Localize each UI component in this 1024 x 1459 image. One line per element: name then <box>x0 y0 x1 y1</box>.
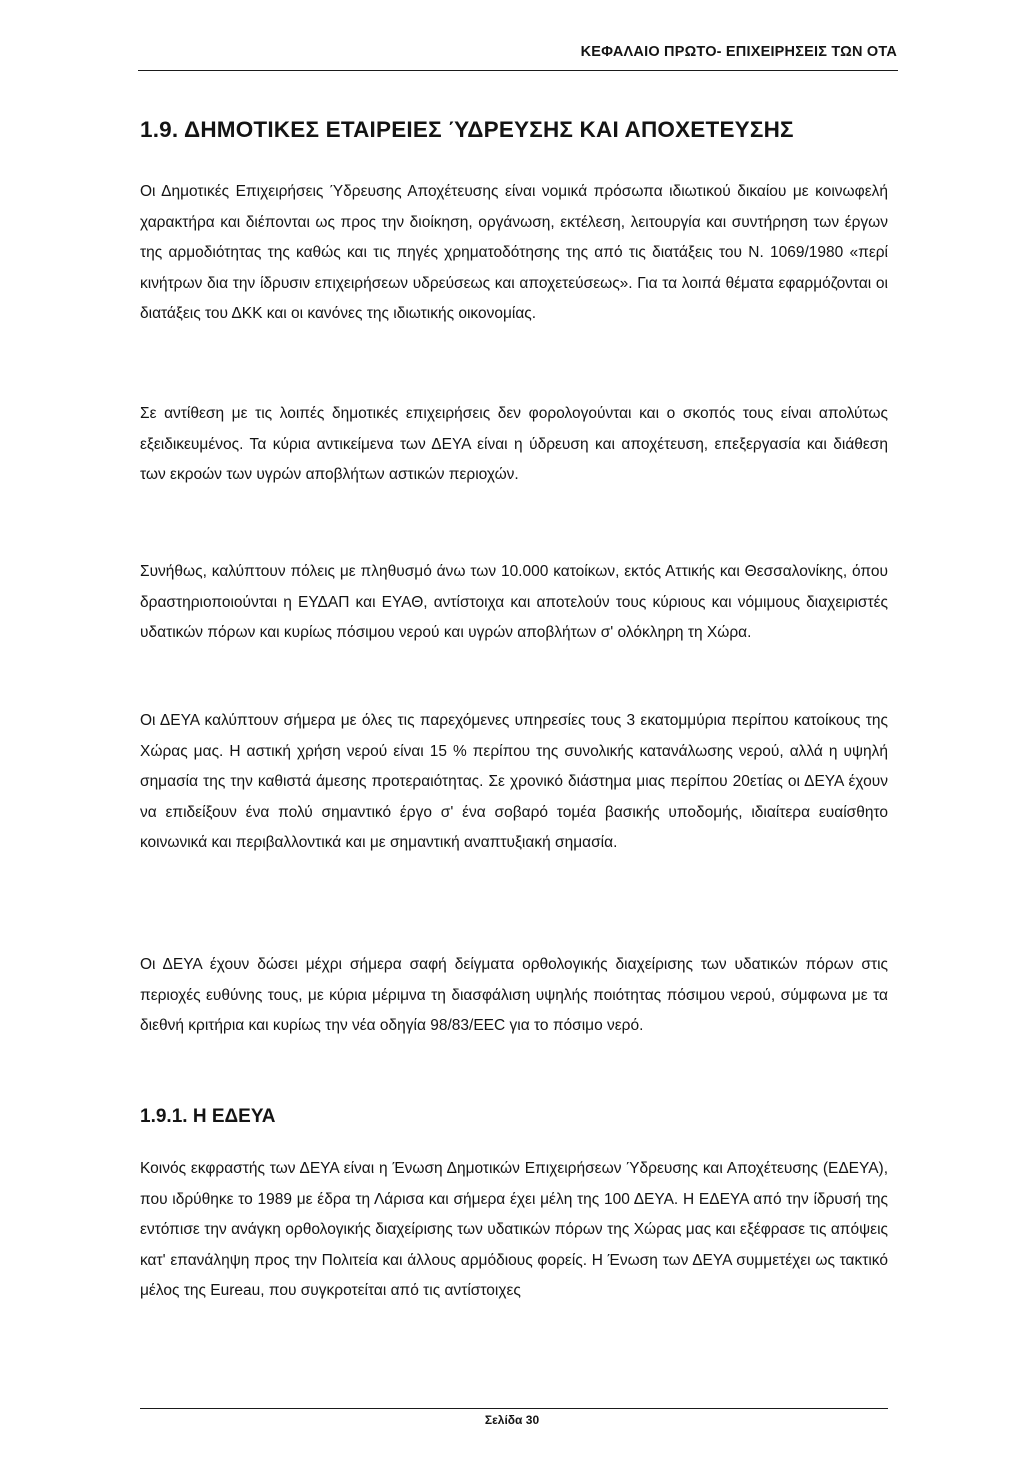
footer-rule <box>140 1408 888 1409</box>
section-body <box>140 177 888 330</box>
paragraph: Οι ΔΕΥΑ καλύπτουν σήμερα με όλες τις παρεχόμενες υπηρεσίες τους 3 εκατομμύρια περίπου κατοίκους της Χώρας μας. Η αστική χρήση νερού είναι 15 % περίπου της συνολικής κατανάλωσης νερού, αλλά η υψηλή σημασία της την καθιστά άμεσης προτεραιότητας. Σε χρονικό διάστημα μιας περίπου 20ετίας οι ΔΕΥΑ έχουν να επιδείξουν ένα πολύ σημαντικό έργο σ' ένα σοβαρό τομέα βασικής υποδομής, ιδιαίτερα ευαίσθητο κοινωνικά και περιβαλλοντικά και με σημαντική αναπτυξιακή σημασία. <box>140 712 888 851</box>
section-body <box>140 706 888 859</box>
subsection-title: 1.9.1. Η ΕΔΕΥΑ <box>140 1106 276 1127</box>
page-number: Σελίδα 30 <box>484 1413 540 1427</box>
paragraph: Συνήθως, καλύπτουν πόλεις με πληθυσμό άνω των 10.000 κατοίκων, εκτός Αττικής και Θεσσαλονίκης, όπου δραστηριοποιούνται η ΕΥΔΑΠ και ΕΥΑΘ, αντίστοιχα και αποτελούν τους κύριους και νόμιμους διαχειριστές υδατικών πόρων και κυρίως πόσιμου νερού και υγρών αποβλήτων σ' ολόκληρη τη Χώρα. <box>140 563 888 641</box>
paragraph: Σε αντίθεση με τις λοιπές δημοτικές επιχειρήσεις δεν φορολογούνται και ο σκοπός τους είναι απολύτως εξειδικευμένος. Τα κύρια αντικείμενα των ΔΕΥΑ είναι η ύδρευση και αποχέτευση, επεξεργασία και διάθεση των εκροών των υγρών αποβλήτων αστικών περιοχών. <box>140 405 888 483</box>
paragraph: Κοινός εκφραστής των ΔΕΥΑ είναι η Ένωση Δημοτικών Επιχειρήσεων Ύδρευσης και Αποχέτευσης (ΕΔΕΥΑ), που ιδρύθηκε το 1989 με έδρα τη Λάρισα και σήμερα έχει μέλη της 100 ΔΕΥΑ. Η ΕΔΕΥΑ από την ίδρυσή της εντόπισε την ανάγκη ορθολογικής διαχείρισης των υδατικών πόρων της Χώρας μας και εξέφρασε τις απόψεις κατ' επανάληψη προς την Πολιτεία και άλλους αρμόδιους φορείς. Η Ένωση των ΔΕΥΑ συμμετέχει ως τακτικό μέλος της Eureau, που συγκροτείται από τις αντίστοιχες <box>140 1160 888 1299</box>
header-rule <box>138 70 898 71</box>
section-body <box>140 950 888 1042</box>
subsection-body <box>140 1154 888 1307</box>
subsection-heading-wrap <box>140 1106 888 1128</box>
paragraph: Οι Δημοτικές Επιχειρήσεις Ύδρευσης Αποχέτευσης είναι νομικά πρόσωπα ιδιωτικού δικαίου με κοινωφελή χαρακτήρα και διέπονται ως προς την διοίκηση, οργάνωση, εκτέλεση, λειτουργία και συντήρηση των έργων της αρμοδιότητας της καθώς και τις πηγές χρηματοδότησης της από τις διατάξεις του Ν. 1069/1980 «περί κινήτρων δια την ίδρυσιν επιχειρήσεων υδρεύσεως και αποχετεύσεως». Για τα λοιπά θέματα εφαρμόζονται οι διατάξεις του ΔΚΚ και οι κανόνες της ιδιωτικής οικονομίας. <box>140 183 888 322</box>
paragraph: Οι ΔΕΥΑ έχουν δώσει μέχρι σήμερα σαφή δείγματα ορθολογικής διαχείρισης των υδατικών πόρων στις περιοχές ευθύνης τους, με κύρια μέριμνα τη διασφάλιση υψηλής ποιότητας πόσιμου νερού, σύμφωνα με τα διεθνή κριτήρια και κυρίως την νέα οδηγία 98/83/ΕΕC για το πόσιμο νερό. <box>140 956 888 1034</box>
section-body <box>140 557 888 649</box>
running-header: ΚΕΦΑΛΑΙΟ ΠΡΩΤΟ- ΕΠΙΧΕΙΡΗΣΕΙΣ ΤΩΝ ΟΤΑ <box>580 44 897 60</box>
section-body <box>140 399 888 491</box>
section-title: 1.9. ΔΗΜΟΤΙΚΕΣ ΕΤΑΙΡΕΙΕΣ ΎΔΡΕΥΣΗΣ ΚΑΙ ΑΠΟΧΕΤΕΥΣΗΣ <box>140 117 794 142</box>
